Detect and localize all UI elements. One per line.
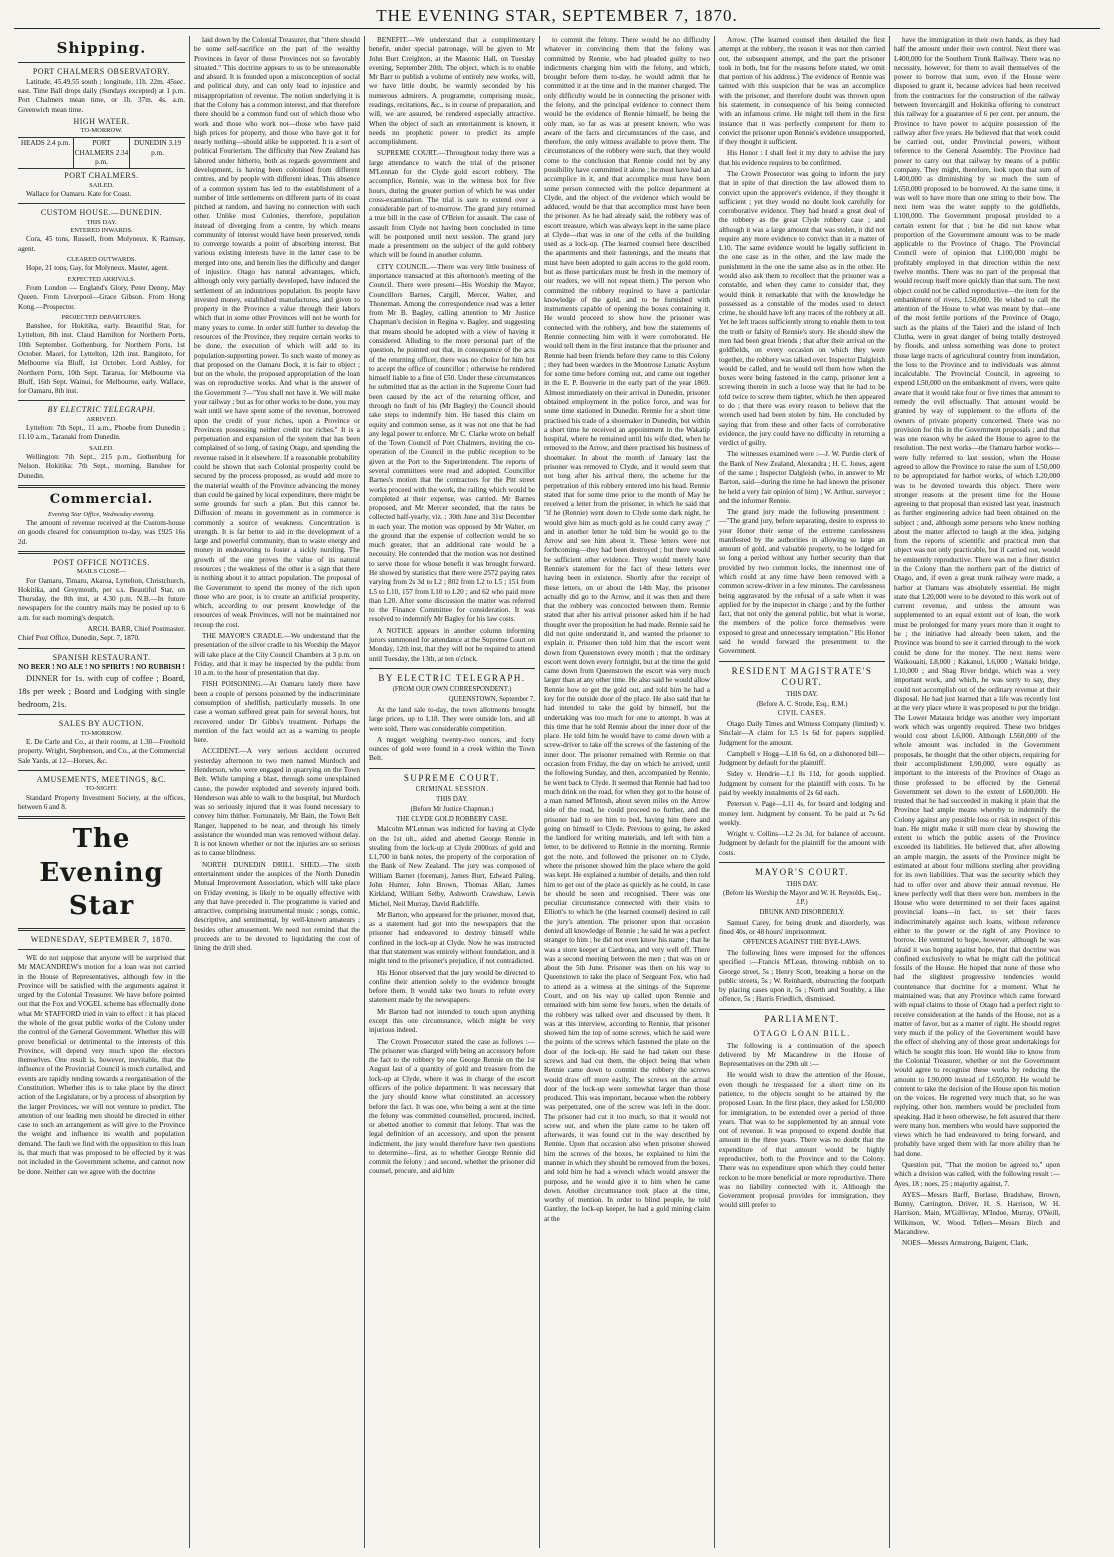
column-5 [714, 36, 889, 1548]
case-para-1: Malcolm M'Lennan was indicted for having at Clyde on the 1st ult., aided and abetted George Rennie in stealing from the lock-up at Clyde 2000ozs of gold and L1,700 in bank notes, the property of the corporation of the Bank of New Zealand. The jury was composed of William Barnet (foreman), James Burt, Edward Paling, John Hunter, John Brown, Thomas Allan, James Kirkland, William Selby, Ashworth Crawshaw, Lewis Michel, Neil Murray, David Radcliffe. [369, 825, 535, 908]
drunk-label: DRUNK AND DISORDERLY. [759, 908, 845, 916]
supreme-court-heading: SUPREME COURT. [403, 772, 501, 783]
columns [14, 36, 1100, 1548]
expected-label: EXPECTED ARRIVALS. [67, 275, 136, 283]
projected-label: PROJECTED DEPARTURES. [61, 313, 142, 321]
rm-case-3: Sidey v. Hendrie—L1 8s 11d, for goods supplied. Judgment by consent for the plaintiff with costs. To be paid by weekly instalments of 2s 6d each. [719, 770, 885, 798]
rm-day: THIS DAY. [786, 690, 818, 698]
divider [18, 485, 185, 488]
tomorrow-label: TO-MORROW. [80, 127, 123, 135]
mc-day: THIS DAY. [786, 880, 818, 888]
tide-dunedin: DUNEDIN 3.19 p.m. [129, 138, 185, 168]
parliament-heading: PARLIAMENT. [764, 1013, 840, 1024]
rm-before: (Before A. C. Strode, Esq., R.M.) [756, 700, 848, 708]
divider [369, 668, 535, 669]
spanish-title: SPANISH RESTAURANT. [52, 652, 151, 662]
telegraph-sub: (FROM OUR OWN CORRESPONDENT.) [392, 686, 512, 694]
parliament-speech: He would wish to draw the attention of the House, even though he trespassed for a short time on its patience, to the objects sought to be attained by the proposed Loan. In the first place, they asked for L50,000 for immigration, to be extended over a period of three years. That was to be supplemented by an annual vote out of revenue. It was proposed to expend double that amount in the three years. There was no doubt that the expenditure of that amount would be highly reproductive, both to the Province and to the Colony. There was no expenditure upon which they could better reckon to be more beneficial or more reproductive. There was no liability connected with it. Although the Government proposal provides for immigration, they would still prefer to [719, 1071, 885, 1210]
parliament-intro: The following is a continuation of the speech delivered by Mr Macandrew in the House of Representatives on the 29th ult :— [719, 1041, 885, 1069]
paper-title: The Evening Star [39, 824, 164, 922]
leader-article: WE do not suppose that anyone will be surprised that Mr MACANDREW's motion for a loan was not carried in the House of Representatives, although few in the Province will be satisfied with the arguments against it urged by the Colonial Treasurer. We have before pointed out that the Fox and VOGEL scheme has effectually done what Mr STAFFORD tried in vain to effect : it has placed the whole of the great public works of the Colony under the control of the General Government. Whether this will prove beneficial or detrimental to the interests of this Province, will depend very much upon the electors themselves. One result is, however, inevitable, that the influence of the Provincial Council is much curtailed, and events are rapidly tending towards a reorganisation of the Constitution. Whether this is to take place by the direct action of the Legislature, or by a process of absorption by the larger Provinces, we will not venture to predict. The attention of our leading men should be directed in either case to such an arrangement as will give to the Province the weight and influence its wealth and population demand. The fault we find with the opposition to this loan is, that much that was proposed to be effected by it was not included in the Government scheme, and cannot now be done. Neither can we agree with the doctrine [18, 954, 185, 1176]
custom-house-title: CUSTOM HOUSE.—DUNEDIN. [40, 208, 163, 218]
benefit: BENEFIT.—We understand that a complimentary benefit, under special patronage, will be given to Mr John Burt Creighton, at the Masonic Hall, on Tuesday evening, September 20th. The object, which is to enable Mr Barr to publish a volume of entirely new works, will, we have little doubt, be warmly seconded by his numerous admirers. A programme, comprising music, readings, recitations, &c., is in course of preparation, and will, we are assured, be rendered especially attractive. When the object of such an entertainment is known, it needs no prophetic power to predict its ample accomplishment. [369, 36, 535, 147]
telegraph-item-1: At the land sale to-day, the town allotments brought large prices, up to L18. They were outside lots, and all were sold. There was considerable competition. [369, 705, 535, 733]
city-council: CITY COUNCIL.—There was very little business of importance transacted at this afternoon's meeting of the Council. There were present—His Worship the Mayor, Councillors Barnes, Cargill, Mercer, Walter, and Thoneman. Among the correspondence read was a letter from Mr B. Bagley, calling attention to Mr Justice Chapman's decision in Regina v. Bagley, and suggesting that means should be adopted with a view of having it considered. Alluding to the more personal part of the question, he pointed out that, in consequence of the acts of the returning officer, there was no choice for him but to accept the office of councillor ; otherwise he rendered himself liable to a fine of £50. Under these circumstances he submitted that as the action in the Supreme Court had been caused by the act of the returning officer, and through no fault of his (Mr Bagley) the Council should take steps to indemnify him. He based this claim on equity and common sense, as it was not one that he had any legal power to enforce. Mr C. Clarke wrote on behalf of the Town Council of Port Chalmers, inviting the co-operation of the Council in the public reception to be given at the Port to the Superintendent. The reports of several committees were read and adopted. Councillor Barnes's motion that the contractors for the Pitt street works proceed with the work, the railing which would be completed at their expense, was carried. Mr Barnes proposed, and Mr Mercer seconded, that the rates be collected half-yearly, viz. : 30th June and 31st December in each year. The motion was opposed by Mr Walter, on the ground that the expense of collection would be so much greater, that an additional rate would be a necessity. He contended that the motion was not destined to serve those for whose benefit it was brought forward. He showed by statistics that there were 2572 paying rates varying from 2s 3d to L2 ; 802 from L2 to L5 ; 151 from L5 to L10, 157 from L10 to L20 ; and 62 who paid more than L20. After some discussion the matter was referred to the Finance Committee for consideration. It was resolved to indemnify Mr Bagley for his law costs. [369, 262, 535, 624]
dinner-ad: DINNER for 1s. with cup of coffee ; Board, 18s per week ; Board and Lodging with single bedroom, 21s. [18, 673, 185, 709]
this-day-label: THIS DAY. [86, 218, 117, 226]
divider [18, 648, 185, 649]
ayes-list: AYES—Messrs Barff, Borlase, Bradshaw, Brown, Bunny, Carrington, Driver, H. S. Harrison, W. H. Harrison, Main, M'Gillivray, M'Indoe, Murray, O'Neill, Wilkinson, W. Wood. Tellers—Messrs Birch and Macandrew. [894, 1190, 1060, 1236]
mayors-cradle: THE MAYOR'S CRADLE.—We understand that the presentation of the silver cradle to his Worship the Mayor will take place at the City Council Chambers at 3 p.m. on Friday, and that it may be inspected by the public from 10 a.m. to the hour of presentation that day. [194, 632, 360, 678]
mc-case-1: Samuel Carey, for being drunk and disorderly, was fined 40s, or 48 hours' imprisonment. [719, 918, 885, 936]
jurors-notice: A NOTICE appears in another column informing jurors summoned for attendance at the Supreme Court on Monday, 12th inst, that they will not be required to attend until Tuesday, the 13th, at ten o'clock. [369, 626, 535, 663]
sailed2-label: SAILED. [89, 444, 114, 452]
divider [18, 816, 185, 819]
witnesses: The witnesses examined were :—J. W. Purdie clerk of the Bank of New Zealand, Alexandra ; H. C. Jones, agent of the same ; Inspector Dalgleish (who, in answer to Mr Barton, said—during the time he had known the prisoner he held a very fair opinion of him) ; W. Arthur, surveyor ; and the informer Rennie. [719, 450, 885, 505]
date-line: WEDNESDAY, SEPTEMBER 7, 1870. [30, 934, 173, 944]
drill-shed: NORTH DUNEDIN DRILL SHED.—The sixth entertainment under the auspices of the North Dunedin Mutual Improvement Association, which will take place on Friday evening, is likely to be equally effective with any that have preceded it. The programme is varied and attractive, comprising instrumental music ; songs, comic, descriptive, and sentimental, by well-known amateurs ; besides other amusement. We need not remind that the proceeds are to be devoted to liquidating the cost of lining the drill shed. [194, 860, 360, 953]
criminal-session: CRIMINAL SESSION. [415, 786, 489, 794]
telegraph-dateline: QUEENSTOWN, September 7. [448, 696, 535, 704]
mc-case-2: The following fines were imposed for the offences specified :—Francis M'Lean, throwing rubbish on to George street, 5s ; Henry Scott, breaking a horse on the public streets, 5s ; W. Reinhardt, obstructing the footpath by placing cases upon it, 5s ; North and Southby, a like offence, 5s ; Harris Friedlich, dismissed. [719, 949, 885, 1004]
divider [369, 768, 535, 769]
observatory-title: PORT CHALMERS OBSERVATORY. [32, 67, 171, 77]
divider [719, 862, 885, 863]
rm-case-5: Wright v. Collins—L2 2s 3d, for balance of account. Judgment by default for the plaintiff for the amount with costs. [719, 830, 885, 857]
leader-continued: laid down by the Colonial Treasurer, that "there should be some self-sacrifice on the part of the wealthy Provinces in favor of those Provinces not so favorably situated." This doctrine appears to us to be unreasonable and absurd. It is founded upon a misconception of social and political duty, and can only lead to injustice and misappropriation of revenue. The notion underlying it is that the Colony has a common interest, and that therefore there should be a common fund out of which those who work and those who work not—those who have paid high prices for property, and those who have got it for nearly nothing—should alike be supported. It is a sort of political Fourierism. The difficulty that New Zealand has labored under hitherto, both as regards government and development, is having been colonised from different centres, and by people with different ideas. This absence of a common system has led to the establishment of a number of little settlements on different parts of its coast pitched at random, and having no connection with each other. Unlike most Colonies, therefore, population instead of diverging from a centre, by which means community of interest would have been preserved, tends to converge towards a point of absorbing interest. But various existing interests have in the latter case to be merged into one, and herein lies the difficulty and danger of injustice. Otago has natural advantages, which, although only very partially developed, have induced the settlement of an industrious population. Its people have invested money, established manufactures, and given to property in the Province a value through their labors which that in some other Provinces will not be worth for many years to come. In order still further to develop the resources of the Province, they require certain works to be done, the execution of which will add to its population-supporting power. To such waste of money as that proposed on the Oamaru Dock, it is fair to object ; but on the whole, the proposed appropriation of the loan was on reproductive works. And what is the answer of the Government ?—"You shall not have it. We will make your railway ; but as for other works to be done, you may wait until we have spent some of the revenue, borrowed upon the credit of your riches, upon a Province or Provinces possessing neither credit nor riches." It is a perpetuation and expansion of the system that has been complained of so long, of taxing Otago, and spending the revenue raised in it elsewhere. If a reasonable probability could be shown that each Colonial prosperity could be secured by the process proposed, as would add more to the material wealth of the Province advancing the money than could be gained by local expenditure, there might be some grounds for such a plan. But this cannot be. Diffusion of means in government as in commerce is commonly a source of weakness. Concentration is strength. It is far better to aid in the development of a large and powerful community, than to waste energy and money in endeavoring to foster a sickly nursling. The growth of the one proves the value of its natural resources ; the weakness of the other is a sign that there is nothing about it to attract population. The proposal of the Government to spend the money of the rich upon those who are poor, is to create an artificial prosperity, which, according to our present knowledge of the resources of weak Provinces, will not be maintained nor recoup the cost. [194, 36, 360, 629]
speech-continued: have the immigration in their own hands, as they had half the amount under their own control. Next there was L400,000 for the Southern Trunk Railway. There was no necessity, however, for them to avail themselves of the power to borrow that sum, even if the House were disposed to grant it, because advices had been received from the contractors for the construction of the railway between Invercargill and Hokitika offering to construct this railway for a guarantee of 6 per cent. per annum, the Province to have power to acquire possession of the railway after five years. He believed that that work could be carried out, under Provincial powers, without reference to the General Assembly. The Province had power to carry out that railway by means of a public company. They might, therefore, look upon that sum of L400,000 as diminishing by so much the sum of L650,000 proposed to be borrowed. At the same time, it was well to have more than one string to their bow. The next item was the water supply to the goldfields, L100,000. The Government proposal provided to a certain extent for that ; but he did not know what proportion of the Government amount was to be made applicable to the Province of Otago. The Provincial Council were of opinion that L100,000 might be profitably employed in that direction within the next twelve months. There was no part of the proposal that would recoup itself more quickly than that sum. The next object could not be called reproductive—the item for the embankment of rivers, L50,000. He wished to call the attention of the House to what was meant by that—one of the most fertile portions of the Province of Otago, such as the plains of the Taieri and the island of Inch Clutha, were in great danger of being totally destroyed by floods, and unless something was done to protect those large tracts of agricultural country from inundation, the loss to the Province and to individuals was almost incalculable. The Provincial Council, in agreeing to expend L50,000 on the embankment of rivers, were quite aware that it would take four or five times that amount to remedy the evil effectually. That amount would be granted by way of supplement to the efforts of the owners of private property concerned. There was no provision for this in the Government proposals ; and that was one reason why he asked the House to agree to the resolution. The next works—the Oamaru harbor works—were fully referred to last session, when the House agreed to allow the Province to raise the sum of L50,000 to be appropriated for harbor works, of which L20,000 was to be devoted towards this object. There were stronger reasons at the present time for the House agreeing to that proposal than existed last year, inasmuch as further engineering advice had been obtained on the subject ; and, although some persons who knew nothing about the matter affected to laugh at the idea, judging from the reports of scientific and practical men that object was not only practicable, but if carried out, would be eminently reproductive. There was not a finer district in the Colony than the northern part of the district of Otago, and, if even a great trunk railway were made, a harbor at Oamaru was absolutely essential. He might state that L20,000 were to be devoted to this work out of current revenue, and unless the amount was supplemented to an equal extent out of loan, the work must be prolonged for many years more than it ought to be ; the initiative had already been taken, and the Province was bound to see it carried through to the work could be done for the money. The next items were Waikouaiti, L8,000 ; Kakanui, L6,000 ; Waitaki bridge, L10,000 ; and Shag River bridge, which was a very important work, and which, he was sorry to say, they could not accomplish out of the ordinary revenue at their disposal. He had just learned that a life was recently lost at the very place where it was proposed to put the bridge. The Lower Mataura bridge was another very important work which was urgently required. These two bridges would cost about L6,000. Although L560,000 of the whole amount was included in the Government proposals, he thought that the other objects, requiring for their accomplishment L90,000, were equally as important to the interests of the Province of Otago as those professed to be effected by the General Government set down to the extent of L600,000. He trusted that he had succeeded in making it plain that the Province had ample means whereby to indemnify the Colony against any possible loss or risk in respect of this loan. He might make it still more clear by showing the extent to which the public assets of the Province exceeded its liabilities. He believed that, after allowing an ample margin, the assets of the Province might be estimated at about four millions sterling after providing for its own liabilities. That was the security which they had to offer over and above their annual revenue. He knew perfectly well that there were hon. members in the House who were determined to set their faces against provincial loans—in fact, to set their faces indiscriminately against such loans, without reference either to the power or the right of any Province to borrow. He ventured to hope, however, although he was afraid it was hoping against hope, that that doctrine was confined exclusively to what he might call the political fossils of the House. He hoped that none of those who had the slightest progressive tendencies would countenance that doctrine for a moment. What he maintained was, that any Province which came forward with equal claims to those of Otago had a perfect right to receive consideration at the hands of the House, not as a matter of favor, but as a matter of right. He should regret very much if the policy of the Government would have the effect of shelving any of those great undertakings for which he sought this loan. He would like to know from the Colonial Treasurer, whether or not the Government would agree to recognise these works by reducing the amount to L90,000 instead of L650,000. He would be content to take the decision of the House upon his motion on the voices. He regretted very much that, so he was replying, other hon. members would be precluded from speaking. Had it been otherwise, he felt assured that there were many hon. members who would have supported the views which he had endeavored to bring forward, and probably have urged them with far more ability than he had done. [894, 36, 1060, 1158]
telegraph-heading: BY ELECTRIC TELEGRAPH. [378, 672, 526, 683]
entered-label: ENTERED INWARDS. [70, 226, 133, 234]
to-night-label: TO-NIGHT. [85, 785, 118, 793]
noes-list: NOES—Messrs Armstrong, Baigent, Clark, [902, 1239, 1029, 1248]
rm-case-4: Peterson v. Page—L11 4s, for board and lodging and money lent. Judgment by consent. To be paid at 7s 6d weekly. [719, 800, 885, 827]
divider [18, 770, 185, 771]
column-3 [364, 36, 539, 1548]
cleared-text: Hope, 21 tons, Gay, for Molyneux. Master, agent. [26, 264, 169, 273]
high-water-title: HIGH WATER. [73, 116, 130, 126]
tide-heads: HEADS 2.4 p.m. [20, 139, 71, 148]
column-1 [14, 36, 189, 1548]
entered-text: Cora, 45 tons, Russell, from Molyneux. K Ramsay, agent. [18, 235, 185, 253]
division-result: Question put, "That the motion be agreed to," upon which a division was called, with the following result :—Ayes, 18 ; noes, 25 ; majority against, 7. [894, 1161, 1060, 1188]
case-continued: to commit the felony. There would be no difficulty whatever in convincing them that the felony was committed by Rennie, who had pleaded guilty to two indictments charging him with the felony, and which, brought before them to-day, he would admit that he committed it at the time and in the manner charged. The only difficulty would be in connecting the prisoner with the felony, and the principal evidence to connect them would be the evidence of Rennie himself, he being the only man, so far as was at present known, who was aware of the facts and circumstances of the case, and therefore, the only witness available to prove them. The circumstances of the robbery were such, that they would come to the conclusion that Rennie could not by any possibility have committed it alone ; he must have had an accomplice in it, and that accomplice must have been some person connected with the police department at Clyde, and the object of the evidence which would be adduced, would be that that accomplice must have been the prisoner. As he had already said, the robbery was of escort treasure, which was always kept in the same place at Clyde—that was in one of the cells of the building used as a lock-up. (The learned counsel here described the apartments and their fastenings, and the means that must have been adopted to gain access to the gold room, but as those particulars must be fresh in the memory of our readers, we will not repeat them.) The person who committed the robbery required to have a particular knowledge of the gold, and to be furnished with instruments capable of opening the boxes containing it. He would proceed to show how the prisoner was connected with the robbery, and how the statements of Rennie connecting him with it were corroborated. He would tell them in the first instance that the prisoner and Rennie had been friends before they came to this Colony ; they had been warders in the Montrose Lunatic Asylum for some time before coming out, and came out together in the E. P. Bouverie in the early part of the year 1869. Almost immediately on their arrival in Dunedin, prisoner obtained employment in the police force, and was for some time stationed in Dunedin. Rennie for a short time practised his trade of a shoemaker in Dunedin, but within a short time he received an appointment in the Wakatip hospital, where he remained until his wife died, when he removed to the Arrow, and there practised his business of shoemaker. In about the month of January last the prisoner was removed to Clyde, and it would seem that not long after his arrival there, the scheme for the perpetration of this robbery entered into his head. Rennie stated that for some time prior to the month of May he received a letter from the prisoner, in which he said that "if he (Rennie) went down to Clyde some dark night, he would give him as much gold as he could carry away ;" and in another letter he told him he would go to the Arrow and see him about it. These letters were not forthcoming—they had been destroyed ; but there would be sufficient other evidence. They would merely have Rennie's statement for the fact of these letters ever having been in existence. Shortly after the receipt of these letters, on or about the 14th May, the prisoner actually did go to the Arrow, and it was then and there that the robbery was concocted between them. Rennie stated that after his arrival prisoner asked him if he had thought over the proposition he had made. Rennie said he did not quite understand it, and wanted the prisoner to explain it. Prisoner then told him that the escort went down from Queenstown every month ; that the ordinary escort went down every fortnight, but at the time the gold came down from Queenstown the escort was very much larger than at any other time. He also said he would allow Rennie how to get the gold out, and told him he had a key for the outside door of the place. He also said that he had intended to take the gold by himself, but the undertaking was too much for one to attempt. It was at this time that he told Rennie about the inner door of the place. He told him he would have to come down with a screw-driver to take off the screws of the fastening of the inner door. The prisoner remained with Rennie on that occasion from Friday, the day on which he arrived, until the following Sunday, and then, accompanied by Rennie, he went back to Clyde. It seemed that Rennie had had too much drink on the road, for when they got to the house of a man named M'Intosh, about seven miles on the Arrow side of the road, he could proceed no further, and the prisoner had to see him to bed, having him there and going on himself to Clyde. Previous to going, he asked the landlord for writing materials, and left with him a letter, to be delivered to Rennie in the morning. Rennie got the note, and followed the prisoner on to Clyde, where the prisoner showed him the place where the gold was kept. He explained a number of details, and then told him to get out of the place as quickly as he could, in case he should be seen and recognised. There was one peculiar circumstance connected with their visits to Elliott's to which he (the learned counsel) desired to call the jury's attention. The prisoner upon that occasion denied all knowledge of Rennie ; he said he was a perfect stranger to him ; he did not even know his name ; that he was a store keeper at Cardrona, and very well off. There was a second meeting between the men ; that was on or about the 5th June. Prisoner was then on his way to Queenstown to take the place of Sergeant Fox, who had to attend as a witness at the sittings of the Supreme Court, and on his way up called upon Rennie and remained with him some few hours, when the details of the robbery was talked over and discussed by them. It was at this interview, according to Rennie, that prisoner showed him the top of some screws, which he said were the points of the screws which fastened the plate on the door of the lock-up. He said he had taken out these screws and had cut them, the object being that when Rennie came down to commit the robbery the screws would draw off more easily. The screws on the actual door of the lock-up were somewhat larger than those produced. This was important, because when the robbery was perpetrated, one of the screw was left in the door. The prisoner had cut it too much, so that it would not screw out, and when the plate came to be taken off afterwards, it was found cut in the way described by Rennie. Upon that occasion also when prisoner showed him the screws of the boxes, he explained to him the manner in which they should be removed from the boxes, and told him he had a wrench which would answer the purpose, and he would give it to him when he came down. Another circumstance took place at the time, worthy of mention. In order to blind people, he told Gantley, the lock-up keeper, he had a gold mining claim at the [544, 36, 710, 1223]
post-office-title: POST OFFICE NOTICES. [53, 557, 150, 567]
to-morrow-label: TO-MORROW. [80, 729, 123, 737]
accident: ACCIDENT.—A very serious accident occurred yesterday afternoon to two men named Murdoch and Henderson, who were engaged in quarrying on the Town Belt. While tamping a blast, through some unexplained cause, the powder exploded and severely injured both. Henderson was able to walk to the hospital, but Murdoch was so seriously injured that it was found necessary to convey him thither. Fortunately, Mr Bain, the Town Belt Ranger, happened to be near, and through his timely assistance the wounded man was removed without delay. It is not known whether or not the injuries are so serious as to cause blindness. [194, 747, 360, 858]
divider [18, 203, 185, 204]
presentment: The grand jury made the following presentment :—"The grand jury, before separating, desire to express to your Honor their sense of the extreme carelessness manifested by the authorities in allowing so large an amount of gold, and valuable property, to be lodged for so long a period without any further security than that provided by two common locks, the innermost one of which could at any time have been removed with a common screw-driver in a few minutes. The carelessness being aggravated by the refusal of a safe when it was applied for by the inspector in charge ; and by the further fact, that not only the general public, but what is worse, the members of the police force themselves were exposed to great and unnecessary temptation." His Honor said he would forward the presentment to the Government. [719, 508, 885, 656]
column-6 [889, 36, 1064, 1548]
spanish-tagline: NO BEER ! NO ALE ! NO SPIRITS ! NO RUBBISH ! [18, 662, 185, 671]
shipping-heading: Shipping. [56, 39, 147, 57]
projected-text: Banshee, for Hokitika, early. Beautiful Star, for Lyttelton, 8th inst. Claud Hamilton for Northern Ports, 10th September. Gothenburg, for Northern Ports, 1st October. Maori, for Lyttelton, 12th inst. Rangitoto, for Melbourne via Bluff, 1st October. Lord Ashley, for Northern Ports, 10th Sept. Tararua, for Melbourne via Bluff, 16th Sept. Wainui, for Melbourne, early. Wallace, for Oamaru, 8th inst. [18, 322, 185, 396]
rm-court-heading: RESIDENT MAGISTRATE'S COURT. [731, 665, 873, 688]
column-4 [539, 36, 714, 1548]
auction-text: E. De Carle and Co., at their rooms, at 1.30—Freehold property. Wright, Stephenson, and Co., at the Commercial Sale Yards, at 12—Horses, &c. [18, 738, 185, 765]
divider [18, 400, 185, 401]
commercial-office: Evening Star Office, Wednesday evening. [48, 510, 155, 518]
mayors-court-heading: MAYOR'S COURT. [754, 867, 850, 878]
mails-close: MAILS CLOSE— [77, 568, 126, 576]
amusements-text: Standard Property Investment Society, at the offices, between 6 and 8. [18, 793, 185, 811]
masthead: THE EVENING STAR, SEPTEMBER 7, 1870. [376, 6, 738, 25]
divider [18, 949, 185, 950]
case-para-2: Mr Barton, who appeared for the prisoner, moved that, as a statement had got into the newspapers that the prisoner had endeavored to destroy himself while confined in the lock-up at Clyde. Now he was instructed that that statement was entirely without foundation, and it might tend to the prisoner's prejudice, if not contradicted. [369, 910, 535, 966]
amusements-title: AMUSEMENTS, MEETINGS, &C. [36, 774, 167, 784]
case-para-5: The Crown Prosecutor stated the case as follows :—The prisoner was charged with being an accessory before the fact to the robbery by one George Rennie on the 1st August last of a quantity of gold and treasure from the lock-up at Clyde, where it was in charge of the escort officers of the police department. It was necessary that the jury should know what constituted an accessory before the fact. It was one, who being a sent at the time the felony was committed counselled, procured, incited, or abetted another to commit that felony. That was the legal definition of an accessory, and upon the present indictment, the jury would therefore have two questions to determine—first, as to whether George Rennie did commit the felony ; and second, whether the prisoner did counsel, procure, and aid him [369, 1037, 535, 1176]
crown-prosecutor: The Crown Prosecutor was going to inform the jury that in spite of that direction the law allowed them to convict upon the approver's evidence, if they thought it sufficient ; yet they would no doubt look carefully for corroborative evidence. They had heard a great deal of the robbery as the great Clyde robbery case ; and although it was a large amount that was stolen, it did not require any more evidence to convict than in a matter of L10. The same evidence would be legally sufficient in the one case as in the other, and the law made the punishment in the one the same also as in the other. He would also ask them to recollect that the prisoner was a constable, and when they came to consider that, they would think it remarkable that with the knowledge he possessed as a constable of the modes used to detect crime, he should have left any traces of the robbery at all. Yet he left traces sufficiently strong to enable them to test the truth or falsity of Rennie's story. He should shew the men had been great friends ; that after their arrival on the goldfields, on every occasion on which they were together, the robbery was talked over. Inspector Dalgleish would be called, and he would tell them how when the boxes were being fastened in the camp, prisoner lent a screwing therein in such a loose way that he had to be told twice to screw them tighter, which he then appeared to do ; that there was every reason to believe that the wrench used had been stolen by him. He concluded by saying that from these and other facts of corroborative evidence, the jury could have no difficulty in returning a verdict of guilty. [719, 169, 885, 448]
case-arrow: Arrow. (The learned counsel then detailed the first attempt at the robbery, the reason it was not then carried out, the subsequent attempt, and the part the prisoner took in both, but for the reasons before stated, we omit that portion of his address.) The evidence of Rennie was tainted with this suspicion that he was an accomplice with the prisoner, and therefore doubt was thrown upon his statement, in consequence of his being connected with an infamous crime. He might tell them in the first instance that it was perfectly competent for them to convict the prisoner upon Rennie's evidence unsupported, if they thought it sufficient. [719, 36, 885, 147]
case-para-3: His Honor observed that the jury would be directed to confine their attention solely to the evidence brought before them. It would take two hours to refute every statement made by the newspapers. [369, 968, 535, 1005]
civil-cases: CIVIL CASES. [777, 710, 827, 718]
arrived-label: ARRIVED. [86, 415, 117, 423]
case-para-4: Mr Barton had not intended to touch upon anything except this one circumstance, which might be very injurious indeed. [369, 1007, 535, 1035]
sales-auction-title: SALES BY AUCTION. [58, 719, 145, 729]
sailed-text: Wallace for Oamaru. Kate for Coast. [26, 190, 132, 198]
cleared-label: CLEARED OUTWARDS. [66, 255, 137, 263]
tide-port: PORT CHALMERS 2.34 p.m. [73, 138, 129, 168]
before-judge: (Before Mr Justice Chapman.) [410, 805, 494, 813]
divider [18, 551, 185, 554]
post-text: For Oamaru, Timaru, Akaroa, Lyttelton, Christchurch, Hokitika, and Greymouth, per s.s. Beautiful Star, on Thursday, the 8th inst, at 4.30 p.m. N.B.—In future newspapers for the country mails may be posted up to 6 a.m. for each morning's despatch. [18, 576, 185, 622]
tide-table [18, 137, 185, 169]
port-chalmers-title: PORT CHALMERS. [64, 171, 139, 181]
commercial-text: The amount of revenue received at the Custom-house on goods cleared for consumption to-day, was £925 16s 2d. [18, 519, 185, 546]
masthead-rule [14, 28, 1100, 29]
post-date: Chief Post Office, Dunedin, Sept. 7, 1870. [18, 634, 140, 643]
mc-before: (Before his Worship the Mayor and W. H. Reynolds, Esq., J.P.) [723, 890, 881, 907]
divider [719, 661, 885, 662]
case-title: THE CLYDE GOLD ROBBERY CASE. [396, 815, 508, 823]
arrived-text: Lyttelton: 7th Sept., 11 a.m., Phoebe from Dunedin ; 11.10 a.m., Taranaki from Dunedin. [18, 424, 185, 442]
fish-poisoning: FISH POISONING.—At Oamaru lately there have been a couple of persons poisoned by the indiscriminate consumption of shellfish, particularly mussels. In one case a woman suffered great pain for several hours, but recovered under Dr Gibbs's treatment. Perhaps the mention of the fact would act as a warning to people here. [194, 680, 360, 745]
this-day: THIS DAY. [436, 796, 468, 804]
divider [18, 714, 185, 715]
sailed2-text: Wellington: 7th Sept., 215 p.m., Gothenburg for Nelson. Hokitika: 7th Sept., morning, Banshee for Dunedin. [18, 453, 185, 480]
commercial-heading: Commercial. [49, 491, 154, 507]
rm-case-2: Campbell v Hogg—L18 6s 6d, on a dishonored bill—Judgment by default for the plaintiff. [719, 749, 885, 768]
supreme-court-note: SUPREME COURT.—Throughout today there was a large attendance to watch the trial of the prisoner M'Lennan for the Clyde gold escort robbery. The accomplice, Rennie, was in the witness box for five hours, during the greater portion of which he was under cross-examination. The trial is sure to extend over a considerable part of to-morrow. The grand jury returned a true bill in the case of O'Brien for assault. The case of assault from Clyde not having been concluded in time will be postponed until next session. The grand jury made a presentment on the subject of the gold robbery which will be found in another column. [369, 149, 535, 260]
rm-case-1: Otago Daily Times and Witness Company (limited) v. Sinclair—A claim for L5 1s 6d for papers supplied. Judgment for the amount. [719, 720, 885, 747]
divider [719, 1009, 885, 1010]
telegraph-item-2: A nugget weighing twenty-two ounces, and forty ounces of gold were found in a creek within the Town Belt. [369, 735, 535, 763]
postmaster: ARCH. BARR, Chief Postmaster. [87, 624, 185, 633]
loan-bill-heading: OTAGO LOAN BILL. [753, 1029, 851, 1039]
divider [18, 62, 185, 63]
offences-label: OFFENCES AGAINST THE BYE-LAWS. [743, 939, 861, 947]
observatory-text: Latitude, 45.49.55 south ; longitude, 11h. 22m. 45sec. east. Time Ball drops daily (Sundays excepted) at 1 p.m. Port Chalmers mean time, or 1h. 37m. 4s. a.m. Greenwich mean time. [18, 77, 185, 114]
divider [18, 928, 185, 931]
telegraph-title: BY ELECTRIC TELEGRAPH. [47, 405, 156, 415]
his-honor: His Honor : I shall feel it my duty to advise the jury that his evidence requires to be confirmed. [719, 149, 885, 167]
expected-text: From London — England's Glory, Peter Denny, May Queen. From Liverpool—Grace Gibson. From Hong Kong.—Prospector. [18, 283, 185, 311]
sailed-label: SAILED. [89, 181, 114, 189]
column-2 [189, 36, 364, 1548]
